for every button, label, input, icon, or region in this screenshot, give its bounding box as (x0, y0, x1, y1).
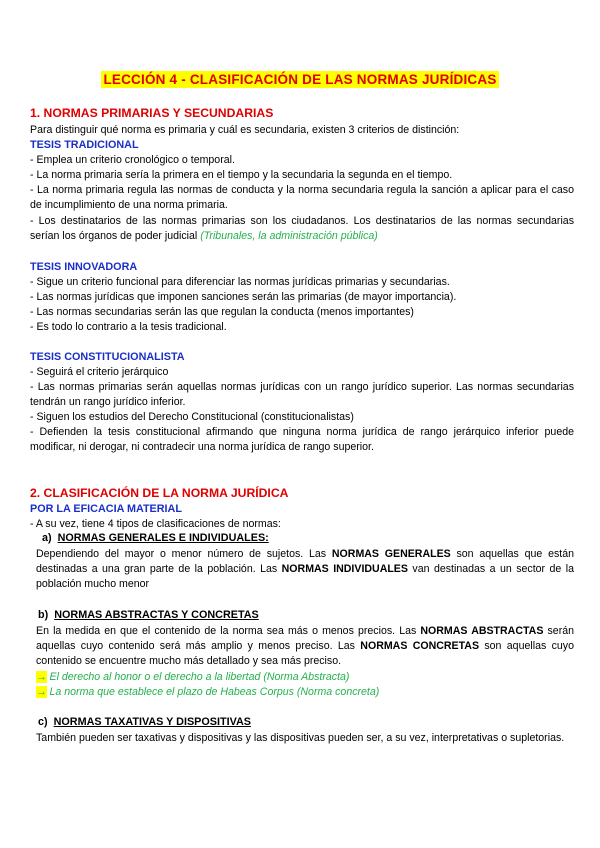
subsection-b-heading: b) NORMAS ABSTRACTAS Y CONCRETAS (38, 609, 259, 621)
tradicional-line-1: - Emplea un criterio cronológico o temporal. (30, 154, 235, 166)
example-concrete-norm: → La norma que establece el plazo de Habeas Corpus (Norma concreta) (36, 686, 380, 698)
arrow-right-icon: → (36, 671, 47, 683)
subsection-b-text: En la medida en que el contenido de la norma sea más o menos precios. Las NORMAS ABSTRACTAS serán aquellas cuyo contenido será más amplio y menos preciso. Las NORMAS CONCRETAS son aquellas cuyo contenido se encuentre mucho más detallado y sea más preciso. (36, 625, 575, 668)
subsection-a-heading: a) NORMAS GENERALES E INDIVIDUALES: (42, 532, 269, 544)
example-abstract-norm: → El derecho al honor o el derecho a la libertad (Norma Abstracta) (36, 671, 350, 683)
constitucionalista-line-4: - Defienden la tesis constitucional afirmando que ninguna norma jurídica de rango jerárquico inferior puede modificar, ni derogar, ni contradecir una norma jurídica de rango superior. (30, 426, 574, 454)
innovadora-line-2: - Las normas jurídicas que imponen sanciones serán las primarias (de mayor importancia). (30, 291, 457, 303)
subsection-c-heading: c) NORMAS TAXATIVAS Y DISPOSITIVAS (38, 716, 251, 728)
innovadora-line-3: - Las normas secundarias serán las que regulan la conducta (menos importantes) (30, 306, 414, 318)
tesis-innovadora-heading: TESIS INNOVADORA (30, 261, 138, 273)
constitucionalista-line-2: - Las normas primarias serán aquellas normas jurídicas con un rango jurídico superior. Las normas secundarias tendrán un rango jurídico inferior. (30, 381, 574, 409)
innovadora-line-4: - Es todo lo contrario a la tesis tradicional. (30, 321, 227, 333)
section-2-intro: - A su vez, tiene 4 tipos de clasificaciones de normas: (30, 518, 281, 530)
tradicional-line-4: - Los destinatarios de las normas primarias son los ciudadanos. Los destinatarios de las normas secundarias serían los órganos de poder judicial (Tribunales, la administración pública) (30, 215, 574, 243)
constitucionalista-line-1: - Seguirá el criterio jerárquico (30, 366, 169, 378)
arrow-right-icon: → (36, 686, 47, 698)
section-1-heading: 1. NORMAS PRIMARIAS Y SECUNDARIAS (30, 106, 274, 120)
section-1-intro: Para distinguir qué norma es primaria y cuál es secundaria, existen 3 criterios de distinción: (30, 124, 460, 136)
innovadora-line-1: - Sigue un criterio funcional para diferenciar las normas jurídicas primarias y secundarias. (30, 276, 450, 288)
tradicional-note: (Tribunales, la administración pública) (200, 230, 378, 243)
subsection-a-text: Dependiendo del mayor o menor número de sujetos. Las NORMAS GENERALES son aquellas que están destinadas a una gran parte de la población. Las NORMAS INDIVIDUALES van destinadas a un sector de la población mucho menor (36, 548, 575, 591)
tradicional-line-3: - La norma primaria regula las normas de conducta y la norma secundaria regula la sanción a aplicar para el caso de incumplimiento de una norma primaria. (30, 184, 574, 212)
eficacia-material-heading: POR LA EFICACIA MATERIAL (30, 503, 182, 515)
tesis-tradicional-heading: TESIS TRADICIONAL (30, 139, 139, 151)
section-2-heading: 2. CLASIFICACIÓN DE LA NORMA JURÍDICA (30, 486, 289, 500)
page-title: LECCIÓN 4 - CLASIFICACIÓN DE LAS NORMAS JURÍDICAS (103, 72, 497, 87)
subsection-c-text: También pueden ser taxativas y dispositivas y las dispositivas pueden ser, a su vez, interpretativas o supletorias. (36, 732, 565, 744)
constitucionalista-line-3: - Siguen los estudios del Derecho Constitucional (constitucionalistas) (30, 411, 354, 423)
tesis-constitucionalista-heading: TESIS CONSTITUCIONALISTA (30, 351, 185, 363)
tradicional-line-2: - La norma primaria sería la primera en el tiempo y la secundaria la segunda en el tiempo. (30, 169, 453, 181)
